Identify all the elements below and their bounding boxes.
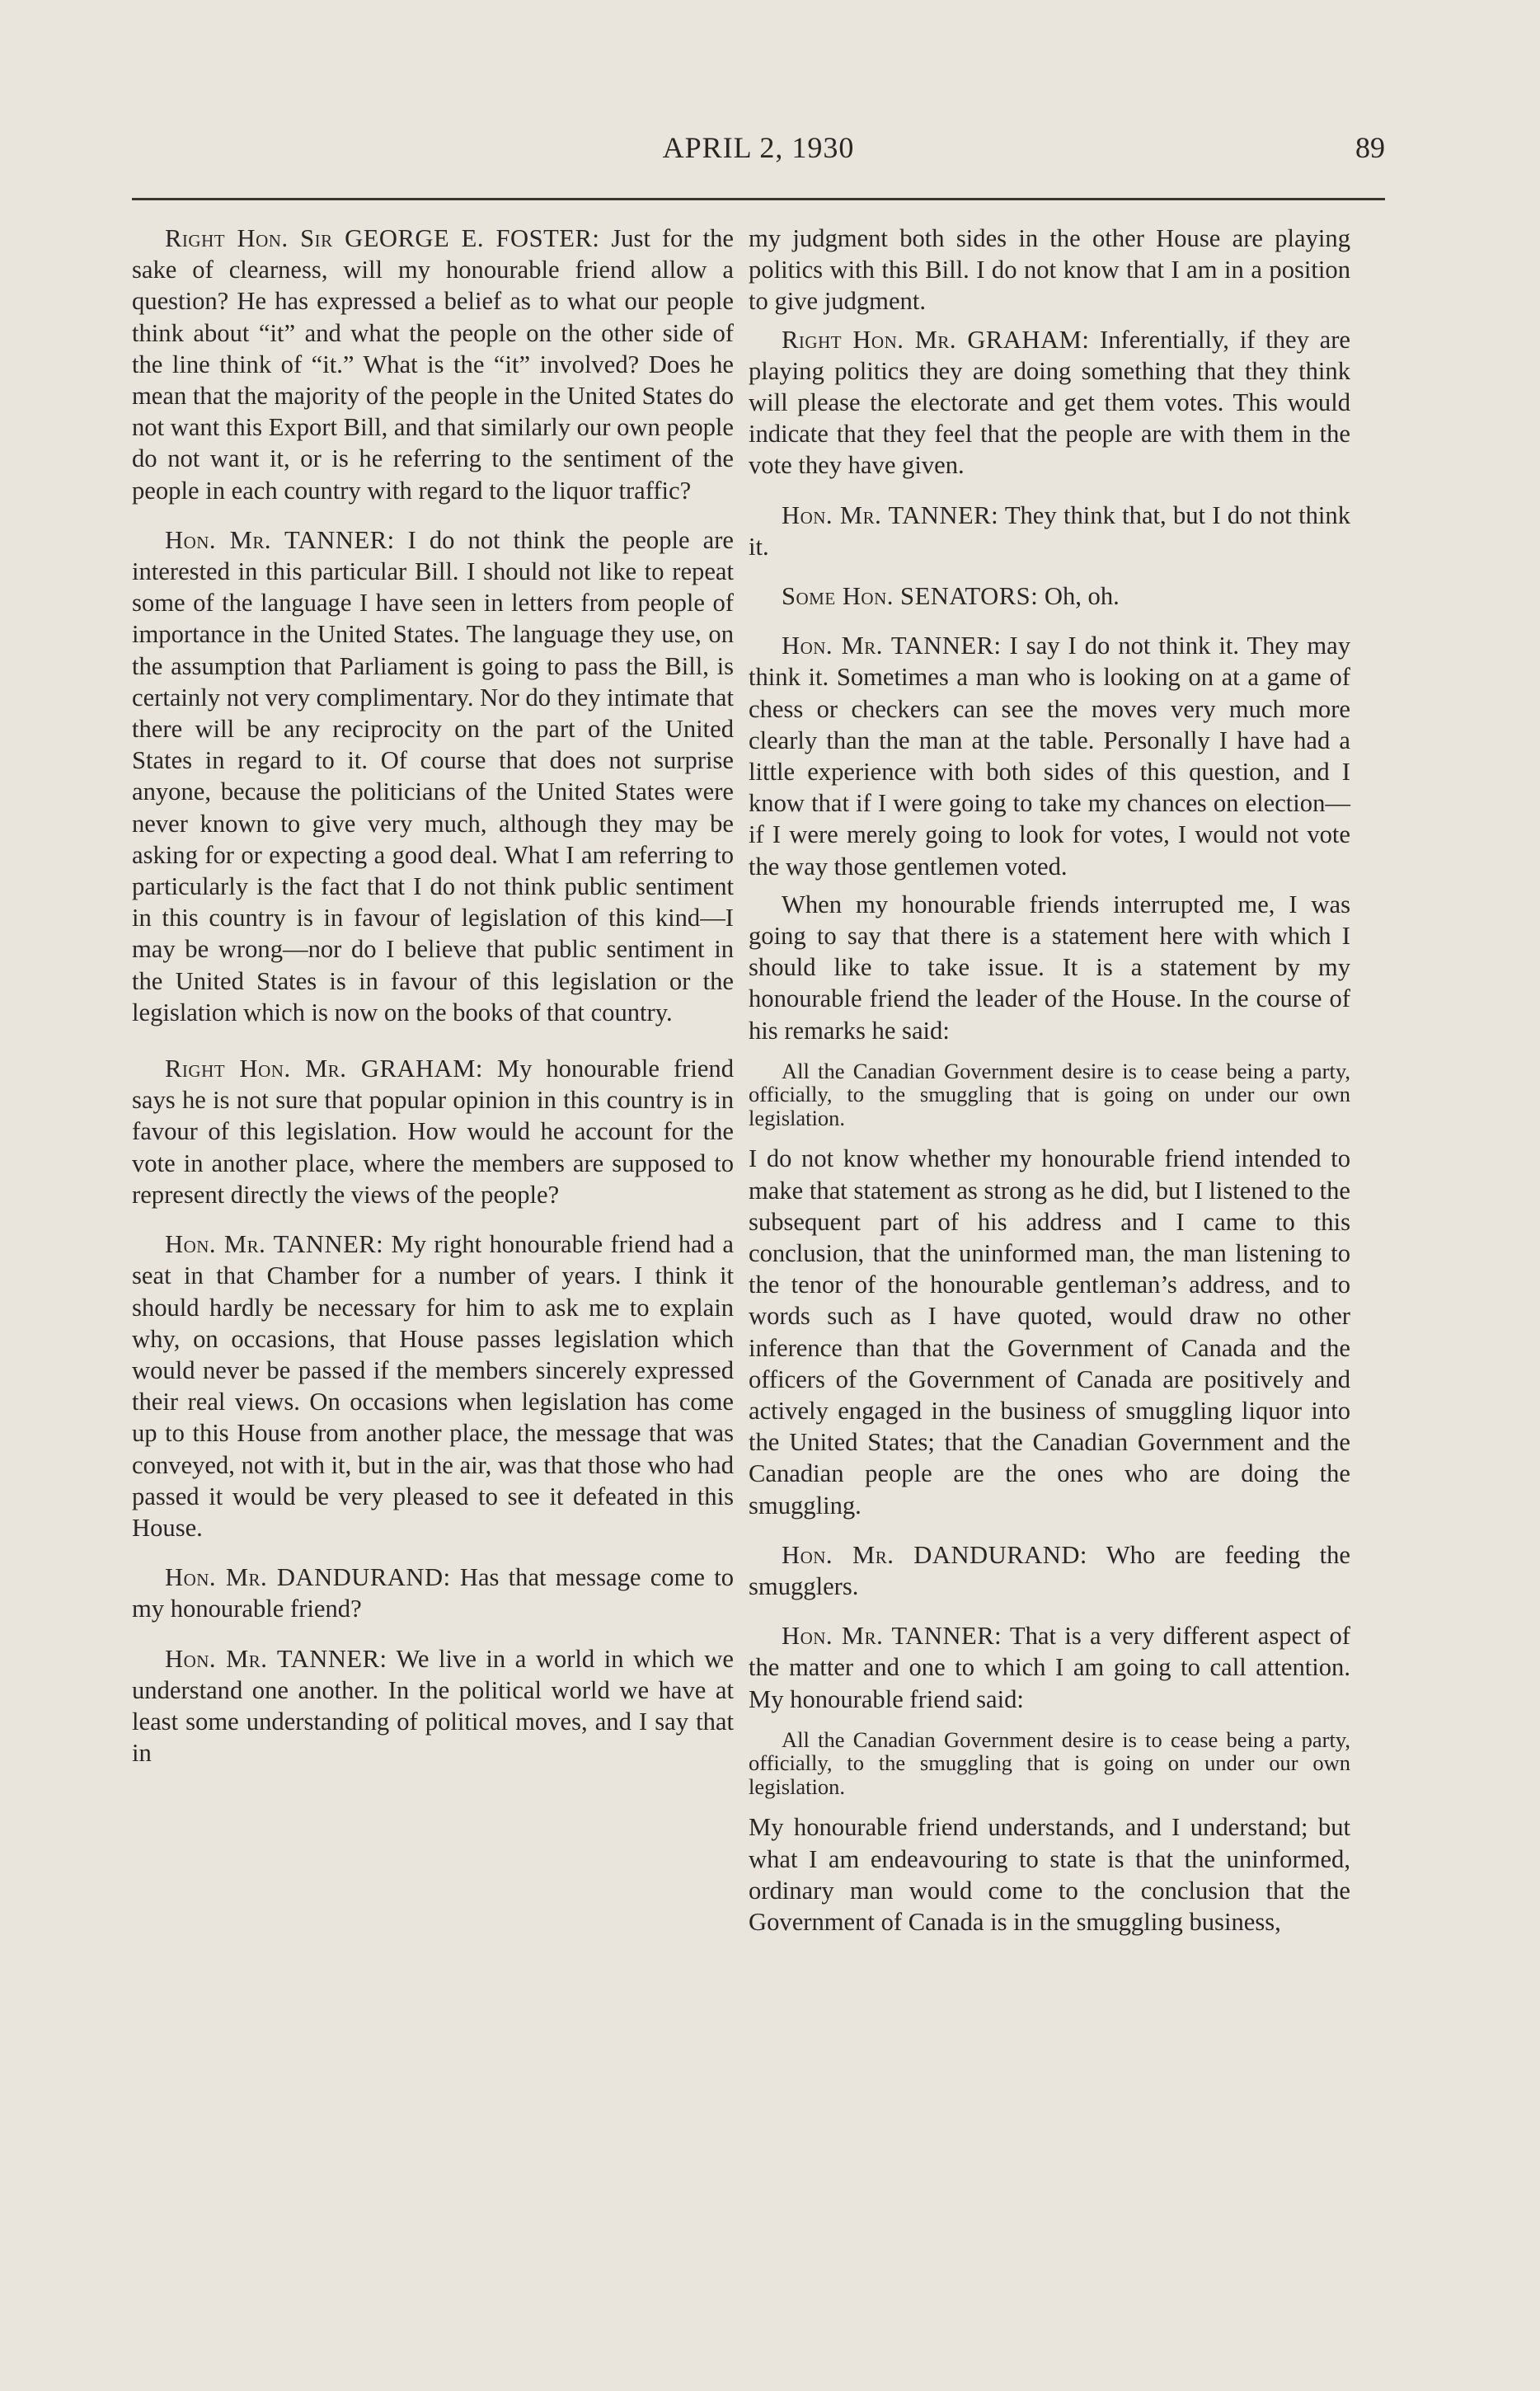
paragraph <box>132 1643 734 1769</box>
paragraph <box>749 223 1350 317</box>
speaker-name: Hon. Mr. TANNER: <box>782 500 999 529</box>
paragraph <box>749 630 1350 882</box>
paragraph <box>749 580 1350 612</box>
speaker-name: Hon. Mr. DANDURAND: <box>165 1563 451 1592</box>
paragraph <box>749 1811 1350 1938</box>
paragraph <box>132 1228 734 1543</box>
speech-text: We live in a world in which we understand one another. In the political world we have at least some understanding of political moves, and I say that in <box>132 1644 734 1768</box>
speech-text: My right honourable friend had a seat in that Chamber for a number of years. I think it should hardly be necessary for him to ask me to explain why, on occasions, that House passes legislation which would never be passed if the members sincerely expressed their real views. On occasions when legislation has come up to this House from another place, the message that was conveyed, not with it, but in the air, was that those who had passed it would be very pleased to see it defeated in this House. <box>132 1230 734 1542</box>
speech-text: my judgment both sides in the other House are playing politics with this Bill. I do not know that I am in a position to give judgment. <box>749 224 1350 316</box>
speaker-name: Hon. Mr. TANNER: <box>782 1622 1002 1651</box>
right-column <box>749 223 1350 1938</box>
speech-text: Who are feeding the smugglers. <box>749 1540 1350 1601</box>
speech-text: That is a very different aspect of the matter and one to which I am going to call attention. My honourable friend said: <box>749 1622 1350 1713</box>
speech-text: Has that message come to my honourable friend? <box>132 1563 734 1623</box>
page-number: 89 <box>1355 131 1385 164</box>
speech-text: Just for the sake of clearness, will my honourable friend allow a question? He has expressed a belief as to what our people think about “it” and what the people on the other side of the line think of “it.” What is the “it” involved? Does he mean that the majority of the people in the United States do not want this Export Bill, and that similarly our own people do not want it, or is he referring to the sentiment of the people in each country with regard to the liquor traffic? <box>132 224 734 505</box>
paragraph <box>132 1562 734 1624</box>
block-quote: All the Canadian Government desire is to cease being a party, officially, to the smuggling that is going on under our own legislation. <box>749 1058 1350 1130</box>
paragraph <box>132 223 734 506</box>
speech-text: When my honourable friends interrupted me, I was going to say that there is a statement here with which I should like to take issue. It is a statement by my honourable friend the leader of the House. In the course of his remarks he said: <box>749 890 1350 1045</box>
speech-text: I say I do not think it. They may think it. Sometimes a man who is looking on at a game of chess or checkers can see the moves very much more clearly than the man at the table. Personally I have had a little experience with both sides of this question, and I know that if I were going to take my chances on election—if I were merely going to look for votes, I would not vote the way those gentlemen voted. <box>749 632 1350 881</box>
speaker-name: Hon. Mr. TANNER: <box>165 1230 384 1259</box>
page-header <box>132 130 1385 180</box>
left-column <box>132 223 734 1769</box>
speaker-name: Right Hon. Mr. GRAHAM: <box>782 325 1090 354</box>
paragraph <box>749 500 1350 562</box>
paragraph <box>749 1620 1350 1715</box>
paragraph <box>749 1539 1350 1602</box>
block-quote: All the Canadian Government desire is to cease being a party, officially, to the smuggling that is going on under our own legislation. <box>749 1726 1350 1799</box>
speaker-name: Right Hon. Sir GEORGE E. FOSTER: <box>165 224 600 252</box>
speaker-name: Hon. Mr. TANNER: <box>165 525 395 554</box>
paragraph <box>132 524 734 1028</box>
speaker-name: Some Hon. SENATORS: <box>782 582 1039 611</box>
paragraph <box>132 1053 734 1210</box>
speaker-name: Hon. Mr. TANNER: <box>165 1644 387 1673</box>
speech-text: Oh, oh. <box>1038 582 1120 611</box>
speaker-name: Right Hon. Mr. GRAHAM: <box>165 1055 483 1083</box>
speech-text: I do not think the people are interested in this particular Bill. I should not like to repeat some of the language I have seen in letters from people of importance in the United States. The language they use, on the assumption that Parliament is going to pass the Bill, is certainly not very complimentary. Nor do they intimate that there will be any reciprocity on the part of the United States in regard to it. Of course that does not surprise anyone, because the politicians of the United States were never known to give very much, although they may be asking for or expecting a good deal. What I am referring to particularly is the fact that I do not think public sentiment in this country is in favour of legislation of this kind—I may be wrong—nor do I believe that public sentiment in the United States is in favour of this legislation or the legislation which is now on the books of that country. <box>132 525 734 1026</box>
speech-text: I do not know whether my honourable friend intended to make that statement as strong as he did, but I listened to the subsequent part of his address and I came to this conclusion, that the uninformed man, the man listening to the tenor of the honourable gentleman’s address, and to words such as I have quoted, would draw no other inference than that the Government of Canada and the officers of the Government of Canada are positively and actively engaged in the business of smuggling liquor into the United States; that the Canadian Government and the Canadian people are the ones who are doing the smuggling. <box>749 1144 1350 1520</box>
speech-text: They think that, but I do not think it. <box>749 500 1350 561</box>
paragraph <box>749 1143 1350 1520</box>
running-head: APRIL 2, 1930 <box>662 131 855 164</box>
speech-text: My honourable friend understands, and I understand; but what I am endeavouring to state is that the uninformed, ordinary man would come to the conclusion that the Government of Canada is in the smuggling business, <box>749 1813 1350 1936</box>
paragraph <box>749 889 1350 1046</box>
speech-text: My honourable friend says he is not sure that popular opinion in this country is in favour of this legislation. How would he account for the vote in another place, where the members are supposed to represent directly the views of the people? <box>132 1055 735 1209</box>
speaker-name: Hon. Mr. TANNER: <box>782 632 1002 660</box>
paragraph <box>749 324 1350 481</box>
speaker-name: Hon. Mr. DANDURAND: <box>782 1540 1087 1569</box>
header-rule <box>132 198 1385 200</box>
speech-text: Inferentially, if they are playing politics they are doing something that they think will please the electorate and get them votes. This would indicate that they feel that the people are with them in the vote they have given. <box>749 325 1351 480</box>
